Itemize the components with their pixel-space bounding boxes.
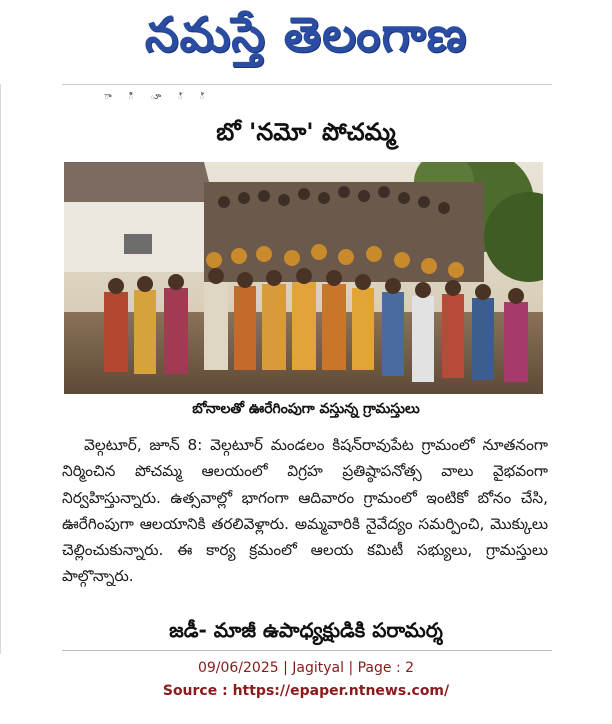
- masthead-divider: [62, 84, 552, 85]
- next-article-headline: జడీ- మాజీ ఉపాధ్యక్షుడికి పరామర్శ: [169, 618, 443, 642]
- newspaper-logo: నమస్తే తెలంగాణ: [144, 7, 468, 63]
- footer-divider: [62, 650, 552, 651]
- article-headline: బో 'నమో' పోచమ్మ: [216, 118, 396, 146]
- article-body: వెల్గటూర్, జూన్ 8: వెల్గటూర్ మండలం కిషన్‌రావుపేట గ్రామంలో నూతనంగా నిర్మించిన పోచమ్మ ఆలయంలో విగ్రహ ప్రతిష్ఠాపనోత్స వాలు వైభవంగా నిర్వహిస్తున్నారు. ఉత్సవాల్లో భాగంగా ఆదివారం గ్రామంలో ఇంటికో బోనం చేసి, ఊరేగింపుగా ఆలయానికి తరలివెళ్లారు. అమ్మవారికి నైవేద్యం సమర్పించి, మొక్కులు చెల్లించుకున్నారు. ఈ కార్య క్రమంలో ఆలయ కమిటీ సభ్యులు, గ్రామస్తులు పాల్గొన్నారు.: [62, 436, 548, 586]
- procession-photo-illustration: [64, 162, 543, 394]
- source-link[interactable]: Source : https://epaper.ntnews.com/: [162, 683, 450, 699]
- cutoff-previous-article: ా ీ ూ ్ ్: [104, 92, 219, 102]
- procession-photo: [64, 162, 543, 394]
- photo-caption: బోనాలతో ఊరేగింపుగా వస్తున్న గ్రామస్తులు: [192, 401, 420, 417]
- edition-info: 09/06/2025 | Jagityal | Page : 2: [197, 660, 415, 676]
- masthead: [0, 0, 612, 82]
- column-divider: [0, 84, 1, 654]
